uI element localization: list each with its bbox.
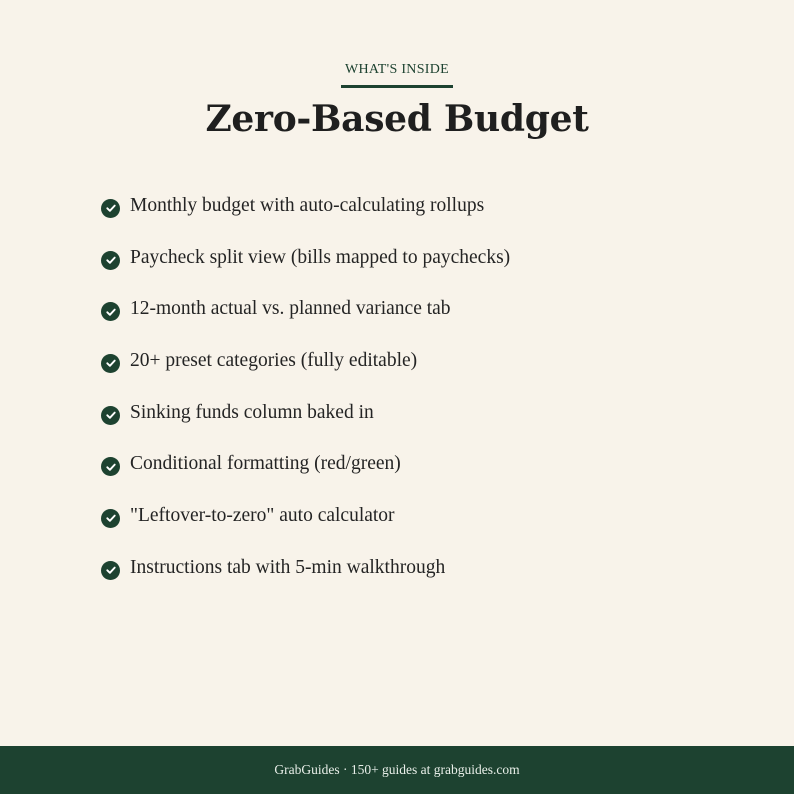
- feature-label: Instructions tab with 5-min walkthrough: [130, 556, 446, 578]
- check-circle-icon: [101, 199, 120, 218]
- feature-label: Sinking funds column baked in: [130, 401, 374, 423]
- feature-item: [101, 438, 510, 490]
- feature-label: 12-month actual vs. planned variance tab: [130, 298, 451, 320]
- feature-item: [101, 335, 510, 387]
- feature-list: [101, 180, 510, 594]
- check-circle-icon: [101, 457, 120, 476]
- feature-item: [101, 542, 510, 594]
- check-circle-icon: [101, 354, 120, 373]
- feature-item: [101, 180, 510, 232]
- eyebrow-label: WHAT'S INSIDE: [341, 62, 453, 88]
- feature-item: [101, 387, 510, 439]
- check-circle-icon: [101, 509, 120, 528]
- feature-label: "Leftover-to-zero" auto calculator: [130, 504, 395, 526]
- check-circle-icon: [101, 561, 120, 580]
- page-title: Zero-Based Budget: [205, 98, 589, 140]
- feature-label: 20+ preset categories (fully editable): [130, 349, 418, 371]
- feature-item: [101, 232, 510, 284]
- check-circle-icon: [101, 251, 120, 270]
- eyebrow-section: [0, 58, 794, 88]
- feature-label: Conditional formatting (red/green): [130, 453, 401, 475]
- footer-bar: [0, 746, 794, 794]
- feature-label: Monthly budget with auto-calculating rollups: [130, 194, 485, 216]
- footer-text: GrabGuides · 150+ guides at grabguides.com: [274, 762, 520, 777]
- check-circle-icon: [101, 302, 120, 321]
- check-circle-icon: [101, 406, 120, 425]
- feature-item: [101, 283, 510, 335]
- feature-label: Paycheck split view (bills mapped to paychecks): [130, 246, 511, 268]
- feature-item: [101, 490, 510, 542]
